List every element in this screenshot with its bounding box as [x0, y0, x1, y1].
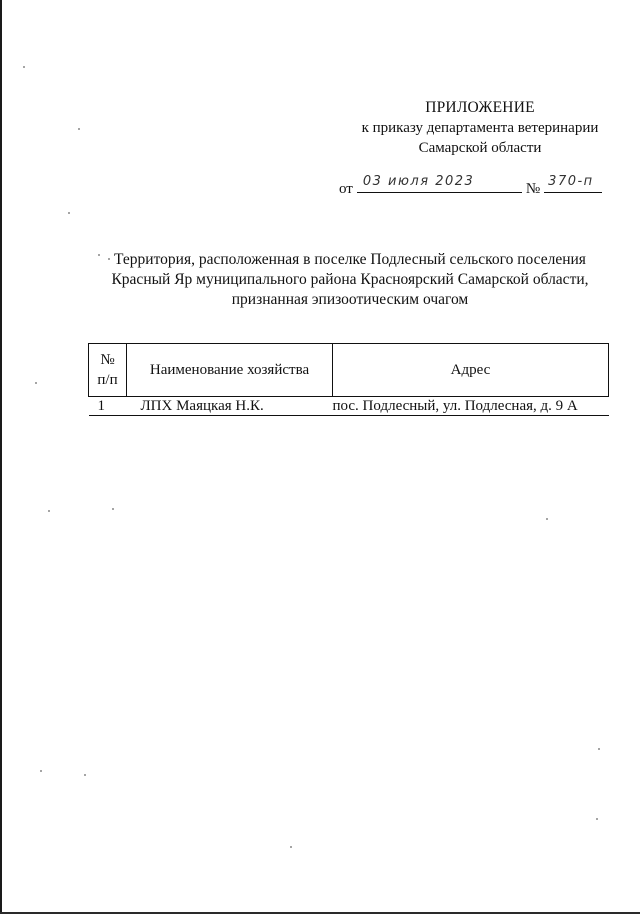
scan-speck: [596, 818, 598, 820]
order-number-handwritten: 370-п: [548, 174, 594, 189]
column-header-address: Адрес: [333, 344, 609, 397]
scan-speck: [598, 748, 600, 750]
scan-speck: [84, 774, 86, 776]
scan-speck: [35, 382, 37, 384]
territory-title-line: Территория, расположенная в поселке Подлесный сельского поселения: [114, 251, 586, 268]
row-address: пос. Подлесный, ул. Подлесная, д. 9 А: [333, 397, 609, 416]
scan-speck: [68, 212, 70, 214]
row-number: 1: [89, 397, 127, 416]
scan-speck: [546, 518, 548, 520]
order-reference: [339, 174, 609, 199]
order-from-label: от: [339, 181, 353, 197]
scan-speck: [40, 770, 42, 772]
scan-speck: [48, 510, 50, 512]
scan-speck: [112, 508, 114, 510]
farms-table: [88, 343, 609, 416]
column-header-name: Наименование хозяйства: [127, 344, 333, 397]
order-number-field: [544, 174, 602, 193]
order-date-field: [357, 174, 522, 193]
column-header-number-abbr: п/п: [97, 372, 118, 388]
scan-speck: [290, 846, 292, 848]
row-farm-name: ЛПХ Маяцкая Н.К.: [127, 397, 333, 416]
column-header-number: [89, 344, 127, 397]
scan-speck: [78, 128, 80, 130]
column-header-number-sign: №: [100, 352, 115, 368]
scan-speck: [23, 66, 25, 68]
territory-title-line: признанная эпизоотическим очагом: [231, 291, 469, 308]
appendix-title: ПРИЛОЖЕНИЕ: [425, 99, 535, 116]
territory-title: [90, 250, 610, 310]
scan-edge: [0, 0, 2, 914]
appendix-subtitle-line: к приказу департамента ветеринарии: [361, 120, 599, 136]
order-number-label: №: [525, 181, 541, 197]
appendix-header: [330, 98, 630, 158]
table-header-row: [89, 344, 609, 397]
table-row: [89, 397, 609, 416]
order-date-handwritten: 03 июля 2023: [362, 174, 475, 189]
territory-title-line: Красный Яр муниципального района Красноярский Самарской области,: [111, 271, 589, 288]
appendix-subtitle-region: Самарской области: [418, 140, 542, 156]
